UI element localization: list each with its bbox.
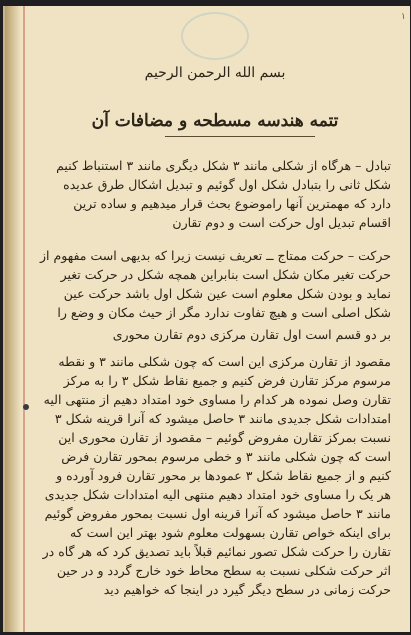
faded-stamp bbox=[181, 12, 249, 60]
bismillah-heading: بسم الله الرحمن الرحیم bbox=[144, 65, 286, 81]
margin-line bbox=[23, 6, 25, 632]
paragraph-symmetry-definitions: مقصود از تقارن مرکزی این است که چون شکلی مانند ۳ و نقطه مرسوم مرکز تقارن فرض کنیم و جمیع نقاط شکل ۳ را به مرکز تقارن وصل نموده هر کدام را مساوی خود امتداد دهیم از منتهی الیه امتدادات شکل جدیدی مانند ۳ حاصل میشود که آنرا قرینه شکل ۳ نسبت بمرکز تقارن مفروض گوئیم – مقصود از تقارن محوری این است که چون شکلی مانند ۳ و خطی مرسوم بمحور تقارن فرض کنیم و از جمیع نقاط شکل ۳ عمودها بر محور تقارن فرود آورده و هر یک را مساوی خود امتداد دهیم منتهی الیه امتدادات شکل جدیدی مانند ۳ حاصل میشود که آنرا قرینه اول نسبت بمحور مفروض گوئیم برای اینکه خواص تقارن بسهولت معلوم شود بهتر این است که تقارن را حرکت شکل تصور نمائیم قبلاً باید تصدیق کرد که هر گاه در اثر حرکت شکلی نسبت به سطح محاط خود خارج گردد و در حین حرکت زمانی در سطح دیگر گیرد در اینجا که خواهیم دید bbox=[42, 354, 391, 597]
book-spine bbox=[5, 6, 21, 632]
paragraph-motion: حرکت – حرکت ممتاج ــ تعریف نیست زیرا که بدیهی است مفهوم از حرکت تغیر مکان شکل است بنابراین همچه شکل در حرکت تغیر نماید و بودن شکل معلوم است عین شکل اول باشد حرکت عین شکل اصلی است و هیچ تفاوت ندارد مگر از حیث مکان و وضع را bbox=[40, 248, 391, 320]
paragraph-transformation: تبادل – هرگاه از شکلی مانند ۳ شکل دیگری مانند ۳ استنباط کنیم شکل ثانی را بتبادل شکل اول گوئیم و تبدیل اشکال طرق عدیده دارد که مهمترین آنها راموضوع بحث قرار میدهیم و ساده ترین اقسام تبدیل اول حرکت است و دوم تقارن bbox=[56, 158, 391, 230]
paragraph-symmetry-types: بر دو قسم است اول تقارن مرکزی دوم تقارن محوری bbox=[112, 327, 391, 342]
margin-dot bbox=[23, 404, 29, 410]
manuscript-page bbox=[3, 6, 410, 632]
page-number: ۱ bbox=[401, 12, 406, 22]
page-title: تتمه هندسه مسطحه و مضافات آن bbox=[91, 111, 339, 131]
title-underline bbox=[165, 136, 315, 137]
